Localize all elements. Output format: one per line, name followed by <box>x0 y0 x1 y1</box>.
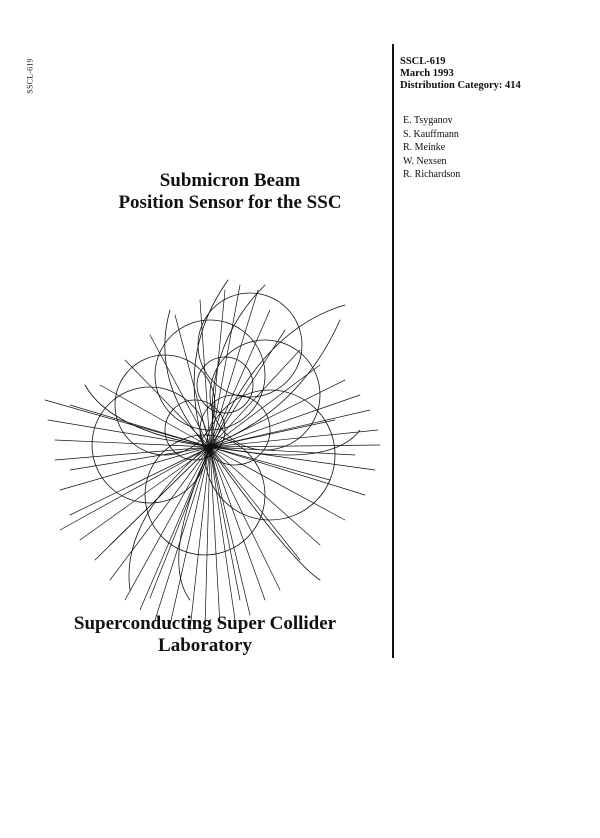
title-line-1: Submicron Beam <box>159 170 301 191</box>
laboratory-line-1: Superconducting Super Collider <box>73 613 337 634</box>
report-date: March 1993 <box>400 68 454 79</box>
laboratory-name <box>30 613 380 657</box>
title-line-2: Position Sensor for the SSC <box>118 192 342 213</box>
distribution-category: Distribution Category: 414 <box>400 80 521 91</box>
author: W. Nexsen <box>403 155 447 167</box>
author: R. Richardson <box>403 169 461 180</box>
laboratory-line-2: Laboratory <box>158 635 252 656</box>
side-report-id: SSCL-619 <box>25 58 35 94</box>
author: R. Meinke <box>403 142 446 153</box>
author: S. Kauffmann <box>403 128 459 140</box>
author: E. Tsyganov <box>403 115 453 126</box>
report-number: SSCL-619 <box>400 56 446 67</box>
